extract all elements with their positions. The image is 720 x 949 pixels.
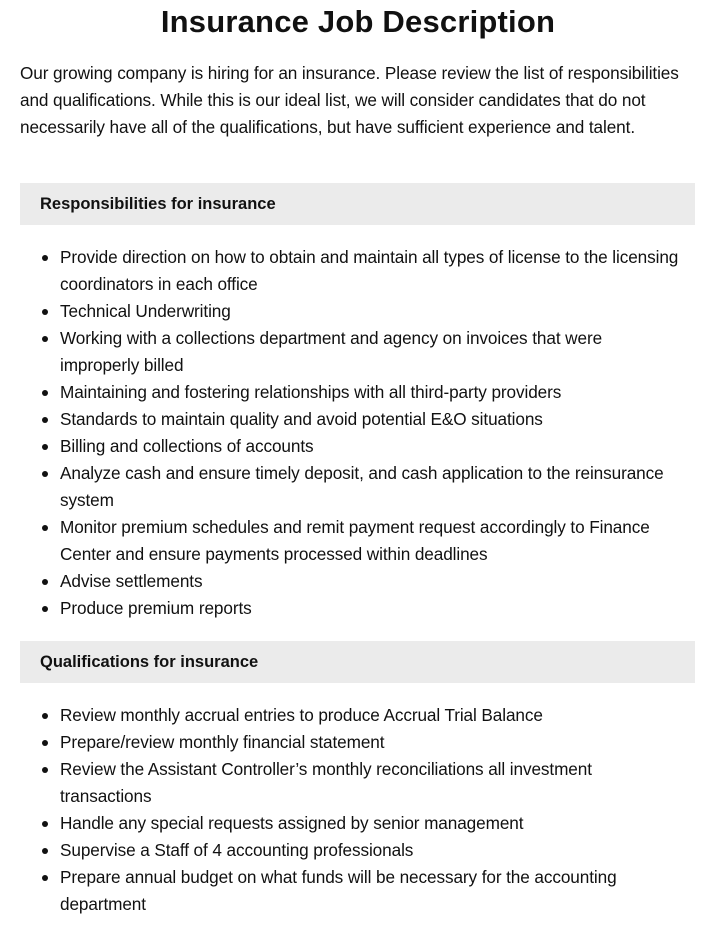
list-item: Prepare/review monthly financial statement bbox=[20, 729, 680, 756]
list-item: Analyze cash and ensure timely deposit, and cash application to the reinsurance system bbox=[20, 460, 680, 514]
responsibilities-section-header bbox=[20, 183, 695, 225]
bullet-icon bbox=[42, 875, 48, 881]
bullet-icon bbox=[42, 444, 48, 450]
list-item: Review the Assistant Controller’s monthly reconciliations all investment transactions bbox=[20, 756, 680, 810]
qualifications-heading: Qualifications for insurance bbox=[40, 653, 259, 671]
bullet-icon bbox=[42, 821, 48, 827]
bullet-icon bbox=[42, 336, 48, 342]
bullet-icon bbox=[42, 309, 48, 315]
page-title: Insurance Job Description bbox=[160, 4, 556, 39]
bullet-icon bbox=[42, 471, 48, 477]
bullet-icon bbox=[42, 525, 48, 531]
list-item: Standards to maintain quality and avoid potential E&O situations bbox=[20, 406, 680, 433]
bullet-icon bbox=[42, 579, 48, 585]
list-item: Billing and collections of accounts bbox=[20, 433, 680, 460]
responsibilities-list bbox=[20, 244, 680, 622]
intro-paragraph: Our growing company is hiring for an insurance. Please review the list of responsibilities and qualifications. While this is our ideal list, we will consider candidates that do not necessarily have all of the qualifications, but have sufficient experience and talent. bbox=[20, 63, 679, 137]
list-item: Provide direction on how to obtain and maintain all types of license to the licensing coordinators in each office bbox=[20, 244, 680, 298]
qualifications-list bbox=[20, 702, 680, 918]
list-item: Working with a collections department and agency on invoices that were improperly billed bbox=[20, 325, 680, 379]
list-item: Monitor premium schedules and remit payment request accordingly to Finance Center and ensure payments processed within deadlines bbox=[20, 514, 680, 568]
bullet-icon bbox=[42, 767, 48, 773]
list-item: Review monthly accrual entries to produce Accrual Trial Balance bbox=[20, 702, 680, 729]
bullet-icon bbox=[42, 417, 48, 423]
list-item: Produce premium reports bbox=[20, 595, 680, 622]
list-item: Maintaining and fostering relationships with all third-party providers bbox=[20, 379, 680, 406]
list-item: Handle any special requests assigned by senior management bbox=[20, 810, 680, 837]
bullet-icon bbox=[42, 740, 48, 746]
list-item: Advise settlements bbox=[20, 568, 680, 595]
bullet-icon bbox=[42, 255, 48, 261]
list-item: Supervise a Staff of 4 accounting professionals bbox=[20, 837, 680, 864]
bullet-icon bbox=[42, 848, 48, 854]
bullet-icon bbox=[42, 606, 48, 612]
qualifications-section-header bbox=[20, 641, 695, 683]
list-item: Technical Underwriting bbox=[20, 298, 680, 325]
responsibilities-heading: Responsibilities for insurance bbox=[40, 195, 276, 213]
bullet-icon bbox=[42, 390, 48, 396]
list-item: Prepare annual budget on what funds will be necessary for the accounting department bbox=[20, 864, 680, 918]
bullet-icon bbox=[42, 713, 48, 719]
